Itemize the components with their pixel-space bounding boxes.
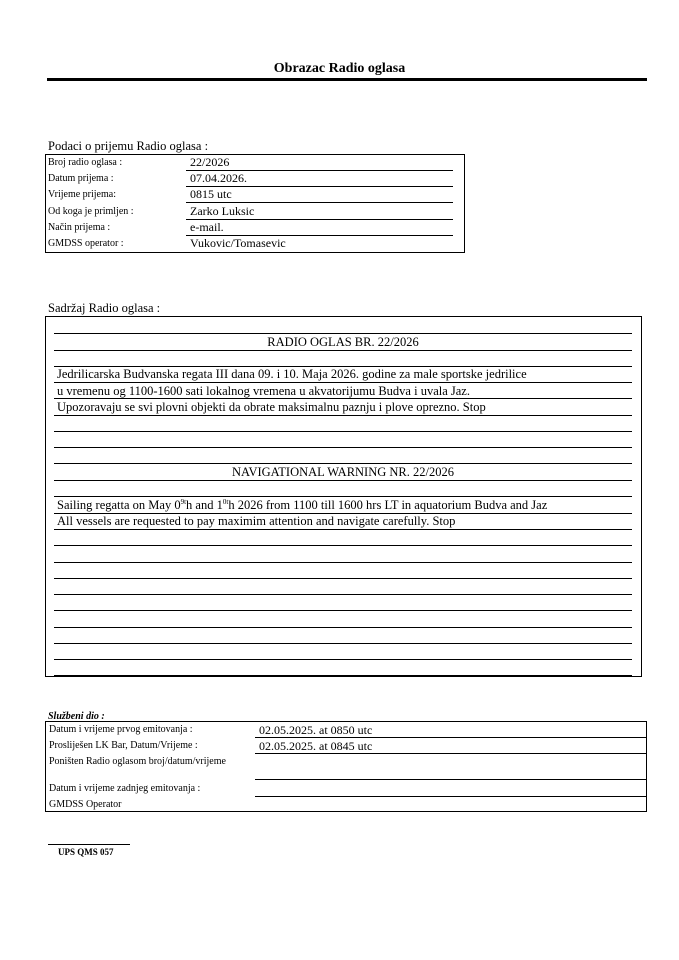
ruled-line bbox=[54, 545, 632, 546]
reception-label-number: Broj radio oglasa : bbox=[48, 157, 123, 168]
official-label-forwarded: Prosliješen LK Bar, Datum/Vrijeme : bbox=[49, 740, 198, 751]
ruled-line bbox=[54, 431, 632, 432]
reception-value-sender: Zarko Luksic bbox=[190, 204, 255, 218]
ruled-line bbox=[54, 675, 632, 676]
reception-value-number: 22/2026 bbox=[190, 155, 230, 169]
reception-value-date: 07.04.2026. bbox=[190, 171, 247, 185]
ruled-line bbox=[54, 415, 632, 416]
official-line bbox=[255, 779, 646, 780]
reception-line bbox=[186, 202, 453, 203]
ruled-line bbox=[54, 594, 632, 595]
reception-value-method: e-mail. bbox=[190, 220, 224, 234]
official-label-first-broadcast: Datum i vrijeme prvog emitovanja : bbox=[49, 724, 193, 735]
ruled-line bbox=[54, 480, 632, 481]
notice-text-line: u vremenu og 1100-1600 sati lokalnog vremena u akvatorijumu Budva i uvala Jaz. bbox=[57, 384, 470, 398]
reception-label-method: Način prijema : bbox=[48, 222, 111, 233]
official-heading: Službeni dio : bbox=[48, 711, 105, 722]
ruled-line bbox=[54, 350, 632, 351]
nav-warning-text-line bbox=[57, 498, 602, 513]
ruled-line bbox=[54, 562, 632, 563]
ruled-line bbox=[54, 529, 632, 530]
official-line bbox=[255, 796, 646, 797]
page-title: Obrazac Radio oglasa bbox=[273, 61, 406, 76]
notice-text-line: Jedrilicarska Budvanska regata III dana 09. i 10. Maja 2026. godine za male sportske jedrilice bbox=[57, 367, 527, 381]
reception-label-sender: Od koga je primljen : bbox=[48, 206, 134, 217]
ruled-line bbox=[54, 578, 632, 579]
ruled-line bbox=[54, 496, 632, 497]
ruled-line bbox=[54, 382, 632, 383]
nav-text-part: h 2026 from 1100 till 1600 hrs LT in aquatorium Budva and Jaz bbox=[228, 498, 548, 512]
nav-warning-text-line: All vessels are requested to pay maximim attention and navigate carefully. Stop bbox=[57, 514, 456, 528]
ruled-line bbox=[54, 659, 632, 660]
notice-text-line: Upozoravaju se svi plovni objekti da obrate maksimalnu paznju i plove oprezno. Stop bbox=[57, 400, 486, 414]
reception-label-operator: GMDSS operator : bbox=[48, 238, 124, 249]
official-value-forwarded: 02.05.2025. at 0845 utc bbox=[259, 739, 373, 753]
content-heading: Sadržaj Radio oglasa : bbox=[48, 301, 161, 315]
ruled-line bbox=[54, 610, 632, 611]
footer-code: UPS QMS 057 bbox=[58, 847, 114, 857]
reception-line bbox=[186, 219, 453, 220]
official-line bbox=[255, 737, 646, 738]
radio-notice-title: RADIO OGLAS BR. 22/2026 bbox=[267, 335, 419, 349]
nav-text-part: h and 1 bbox=[186, 498, 223, 512]
title-rule bbox=[47, 78, 647, 81]
reception-heading: Podaci o prijemu Radio oglasa : bbox=[48, 139, 209, 153]
ruled-line bbox=[54, 627, 632, 628]
ruled-line bbox=[54, 333, 632, 334]
nav-text-part: Sailing regatta on May 0 bbox=[57, 498, 181, 512]
reception-value-time: 0815 utc bbox=[190, 187, 232, 201]
ruled-line bbox=[54, 447, 632, 448]
footer-rule bbox=[48, 844, 130, 845]
official-line bbox=[255, 753, 646, 754]
official-value-first-broadcast: 02.05.2025. at 0850 utc bbox=[259, 723, 373, 737]
reception-label-date: Datum prijema : bbox=[48, 173, 114, 184]
ruled-line bbox=[54, 398, 632, 399]
nav-warning-title: NAVIGATIONAL WARNING NR. 22/2026 bbox=[232, 465, 454, 479]
nav-text-sup: 9t bbox=[180, 498, 187, 506]
official-label-last-broadcast: Datum i vrijeme zadnjeg emitovanja : bbox=[49, 783, 201, 794]
reception-label-time: Vrijeme prijema: bbox=[48, 189, 116, 200]
official-label-cancelled: Poništen Radio oglasom broj/datum/vrijeme bbox=[49, 756, 226, 767]
official-label-operator: GMDSS Operator bbox=[49, 799, 122, 810]
nav-text-sup: 0t bbox=[222, 498, 229, 506]
ruled-line bbox=[54, 463, 632, 464]
reception-value-operator: Vukovic/Tomasevic bbox=[190, 236, 286, 250]
ruled-line bbox=[54, 643, 632, 644]
